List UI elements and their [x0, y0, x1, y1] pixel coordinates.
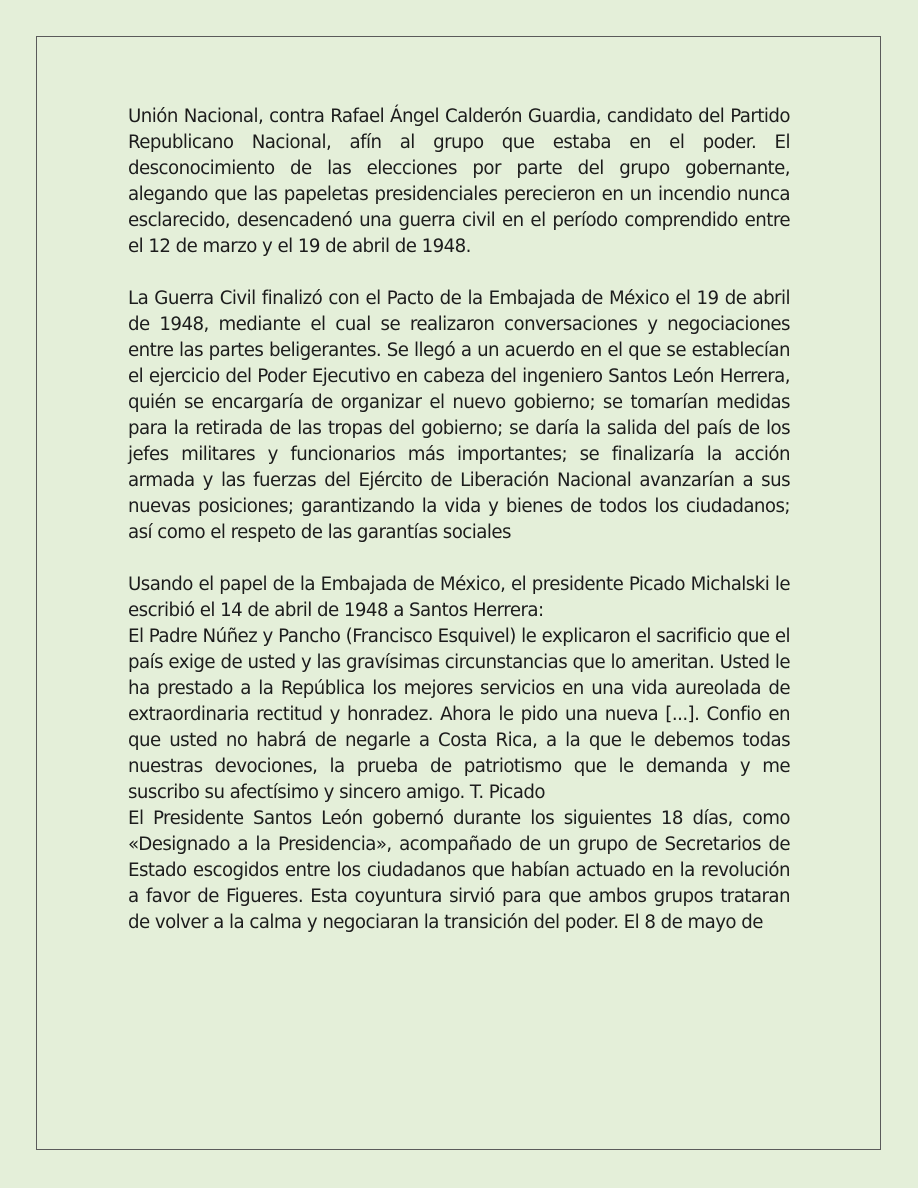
paragraph-letter-intro: Usando el papel de la Embajada de México, el presidente Picado Michalski le escribió el 14 de abril de 1948 a Santos Herrera: — [128, 574, 790, 621]
paragraph-santos-leon: El Presidente Santos León gobernó durante los siguientes 18 días, como «Designado a la Presidencia», acompañado de un grupo de Secretarios de Estado escogidos entre los ciudadanos que habían actuado en la revolución a favor de Figueres. Esta coyuntura sirvió para que ambos grupos trataran de volver a la calma y negociaran la transición del poder. El 8 de mayo de — [128, 808, 790, 933]
paragraph-election: Unión Nacional, contra Rafael Ángel Calderón Guardia, candidato del Partido Republicano Nacional, afín al grupo que estaba en el poder. El desconocimiento de las elecciones por parte del grupo gobernante, alegando que las papeletas presidenciales perecieron en un incendio nunca esclarecido, desencadenó una guerra civil en el período comprendido entre el 12 de marzo y el 19 de abril de 1948. — [128, 106, 790, 257]
paragraph-civil-war-end: La Guerra Civil finalizó con el Pacto de la Embajada de México el 19 de abril de 1948, mediante el cual se realizaron conversaciones y negociaciones entre las partes beligerantes. Se llegó a un acuerdo en el que se establecían el ejercicio del Poder Ejecutivo en cabeza del ingeniero Santos León Herrera, quién se encargaría de organizar el nuevo gobierno; se tomarían medidas para la retirada de las tropas del gobierno; se daría la salida del país de los jefes militares y funcionarios más importantes; se finalizaría la acción armada y las fuerzas del Ejército de Liberación Nacional avanzarían a sus nuevas posiciones; garantizando la vida y bienes de todos los ciudadanos; así como el respeto de las garantías sociales — [128, 288, 790, 543]
paragraph-letter-quote: El Padre Núñez y Pancho (Francisco Esquivel) le explicaron el sacrificio que el país exige de usted y las gravísimas circunstancias que lo ameritan. Usted le ha prestado a la República los mejores servicios en una vida aureolada de extraordinaria rectitud y honradez. Ahora le pido una nueva [...]. Confio en que usted no habrá de negarle a Costa Rica, a la que le debemos todas nuestras devociones, la prueba de patriotismo que le demanda y me suscribo su afectísimo y sincero amigo. T. Picado — [128, 626, 790, 803]
document-body — [128, 104, 790, 936]
paragraph-spacer — [128, 546, 790, 572]
paragraph-spacer — [128, 260, 790, 286]
